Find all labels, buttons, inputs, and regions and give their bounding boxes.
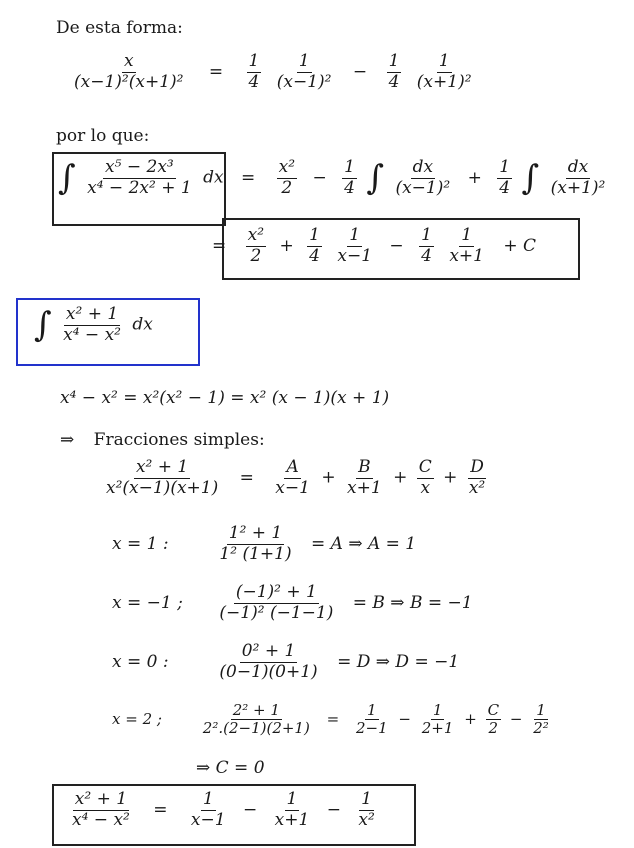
partial-fraction-setup: $\frac{\text{x² + 1}}{\text{x²(x−1)(x+1)}}$ = $\frac{A}{x-1}$ + $\frac{B}{x+1}$ + $\frac{C}{x}$ + $\frac{D}{\text{x²}}$ [106,457,486,498]
factorization-line: x⁴ − x² = x²(x² − 1) = x² (x − 1)(x + 1) [60,388,390,408]
case-x-0: x = 0 : $\frac{\text{0² + 1}}{(0-1)(0+1)}$ = D ⇒ D = −1 [112,641,460,682]
problem-integral: ∫ $\frac{\text{x² + 1}}{\text{x⁴ − x²}}$ dx [34,304,153,346]
fracciones-heading: ⇒ Fracciones simples: [60,430,265,450]
implies-arrow: ⇒ [60,430,75,450]
lhs-fraction: $\frac{x}{\text{(x−1)²(x+1)²}}$ [74,51,184,92]
heading-por-lo-que: por lo que: [56,126,150,146]
case-x-minus-1: x = −1 ; $\frac{\text{(−1)² + 1}}{\text{(−1)² (−1−1)}}$ = B ⇒ B = −1 [112,582,473,623]
c-result: ⇒ C = 0 [196,758,265,778]
heading-de-esta-forma: De esta forma: [56,18,183,38]
case-x-1: x = 1 : $\frac{\text{1² + 1}}{\text{1² (1+1)}}$ = A ⇒ A = 1 [112,523,417,564]
equation-decomposition: $\frac{x}{\text{(x−1)²(x+1)²}}$ = $\frac{1}{4}$ $\frac{1}{\text{(x−1)²}}$ − $\frac{1}{4}$ $\frac{1}{\text{(x+1)²}}$ [74,51,472,92]
equation-result: = $\frac{\text{x²}}{2}$ + $\frac{1}{4}$ $\frac{1}{x-1}$ − $\frac{1}{4}$ $\frac{1}{x+1}$ + C [212,225,537,266]
case-x-2: x = 2 ; $\frac{\text{2² + 1}}{\text{2².(2−1)(2+1)}}$ = $\frac{1}{2-1}$ − $\frac{1}{2+1}$ + $\frac{C}{2}$ − $\frac{1}{\text{2²}}$ [112,701,549,738]
equation-integral: ∫ $\frac{\text{x⁵ − 2x³}}{\text{x⁴ − 2x² + 1}}$ dx = $\frac{\text{x²}}{2}$ − $\frac{1}{4}$ ∫ $\frac{dx}{\text{(x−1)²}}$ + $\frac{1}{4}$ ∫ $\frac{dx}{\text{(x+1)²}}$ [58,157,606,199]
final-decomposition: $\frac{\text{x² + 1}}{\text{x⁴ − x²}}$ = $\frac{1}{x-1}$ − $\frac{1}{x+1}$ − $\frac{1}{\text{x²}}$ [72,789,375,830]
